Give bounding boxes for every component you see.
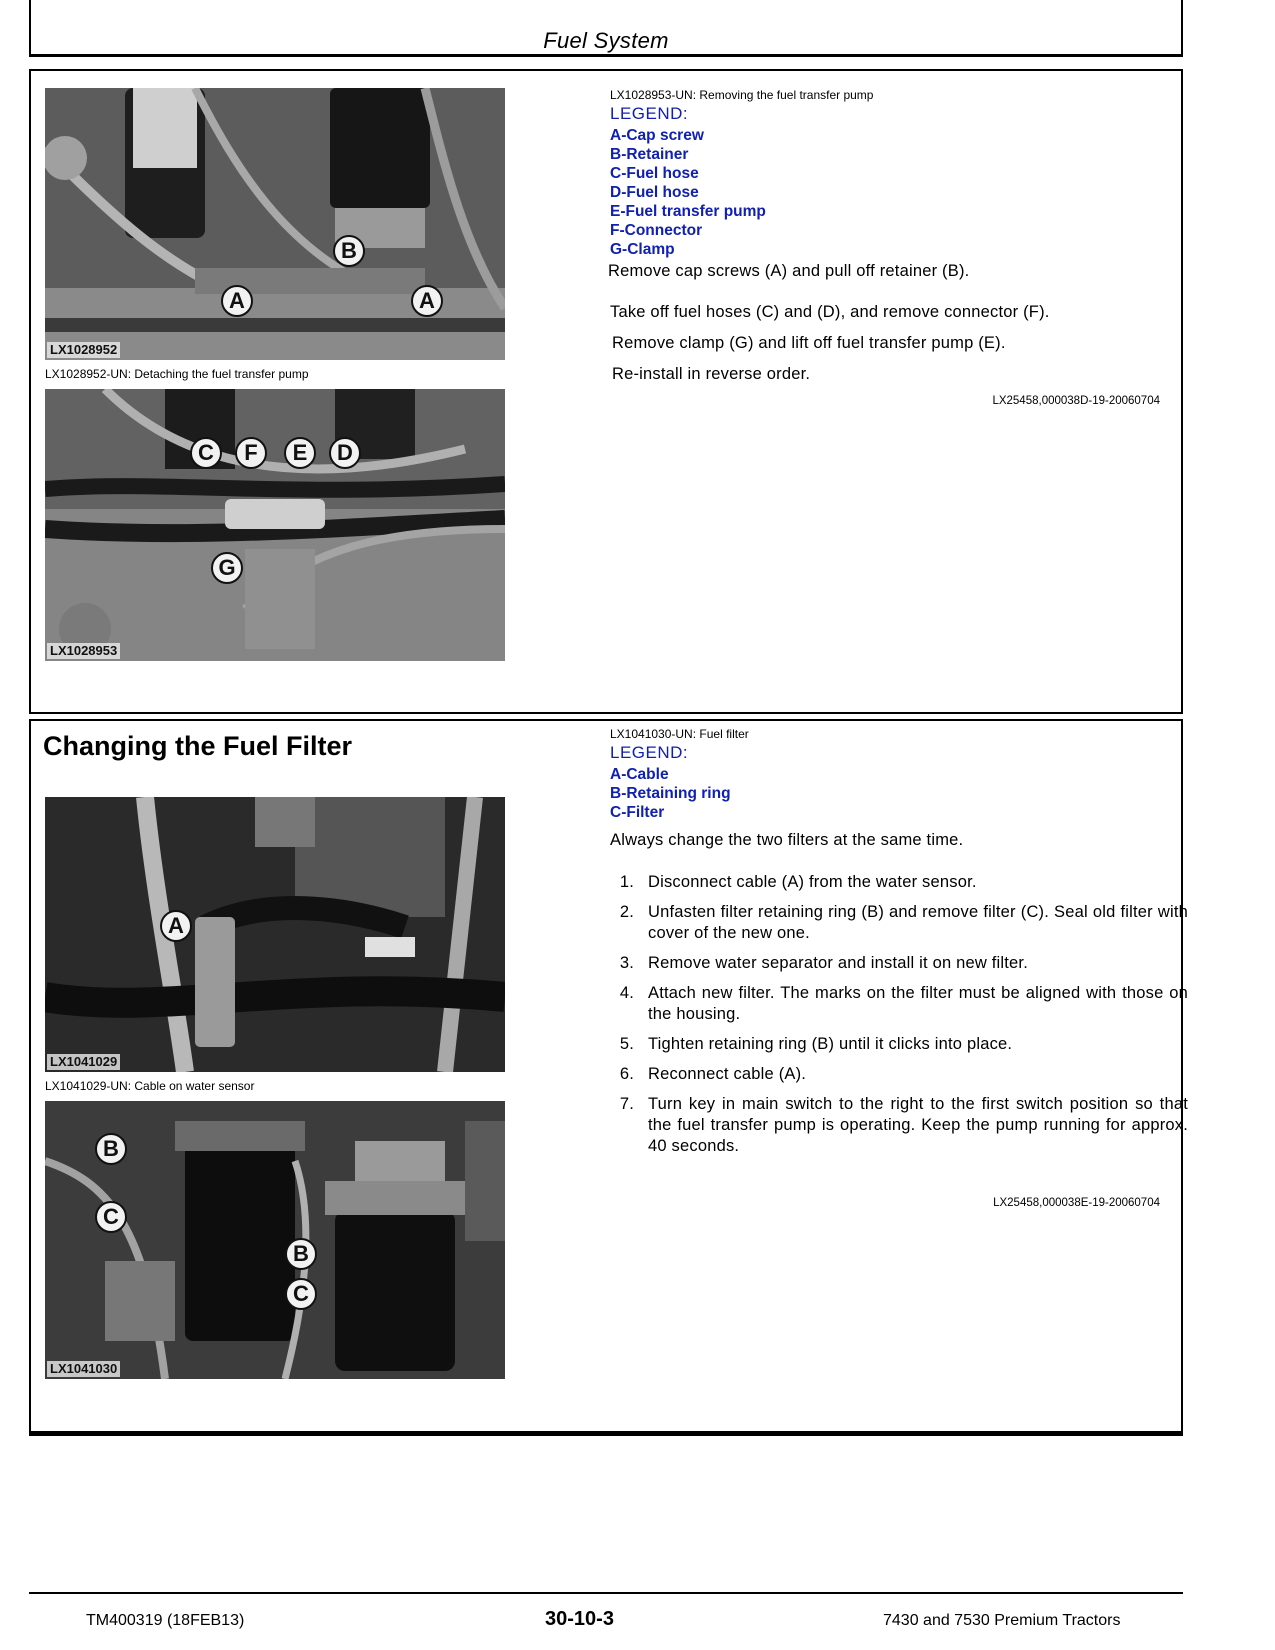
instruction-paragraph: Remove cap screws (A) and pull off retainer (B). <box>608 262 970 280</box>
reference-id: LX25458,000038D-19-20060704 <box>992 395 1160 407</box>
photo-removing-pump-graphic <box>45 389 505 661</box>
photo-detaching-pump <box>45 88 505 360</box>
callout-a-right: A <box>411 285 443 317</box>
legend-list <box>610 765 731 822</box>
step-number: 1. <box>619 873 634 891</box>
callout-d: D <box>329 437 361 469</box>
photo-detaching-pump-graphic <box>45 88 505 360</box>
legend-item: B-Retaining ring <box>610 785 731 802</box>
step-text: Tighten retaining ring (B) until it clicks into place. <box>648 1035 1013 1053</box>
instruction-paragraph: Re-install in reverse order. <box>612 365 811 383</box>
step-text: Reconnect cable (A). <box>648 1065 807 1083</box>
step-number: 3. <box>619 954 634 972</box>
callout-a-left: A <box>221 285 253 317</box>
callout-c: C <box>190 437 222 469</box>
photo-id-label: LX1028953 <box>47 643 120 659</box>
step-number: 5. <box>619 1035 634 1053</box>
callout-g: G <box>211 552 243 584</box>
callout-b-left: B <box>95 1133 127 1165</box>
step-text: Turn key in main switch to the right to the first switch position so that the fuel transfer pump is operating. Keep the pump running for approx. 40 seconds. <box>648 1095 1188 1155</box>
section-bottom-rule <box>29 1432 1183 1436</box>
steps-list <box>610 872 1188 1172</box>
legend-item: B-Retainer <box>610 146 689 163</box>
footer-rule <box>29 1592 1183 1594</box>
callout-f: F <box>235 437 267 469</box>
intro-paragraph: Always change the two filters at the same time. <box>610 831 964 849</box>
step-number: 4. <box>619 984 634 1002</box>
legend-item: E-Fuel transfer pump <box>610 203 766 220</box>
photo-id-label: LX1041029 <box>47 1054 120 1070</box>
legend-caption: LX1028953-UN: Removing the fuel transfer pump <box>610 88 874 102</box>
legend-item: C-Fuel hose <box>610 165 699 182</box>
reference-id: LX25458,000038E-19-20060704 <box>993 1197 1160 1209</box>
photo-fuel-filter <box>45 1101 505 1379</box>
photo-cable-water-sensor-graphic <box>45 797 505 1072</box>
legend-title: LEGEND: <box>610 104 689 123</box>
photo-caption: LX1041029-UN: Cable on water sensor <box>45 1079 255 1093</box>
callout-e: E <box>284 437 316 469</box>
callout-a: A <box>160 910 192 942</box>
step-number: 7. <box>619 1095 634 1113</box>
legend-title: LEGEND: <box>610 743 689 762</box>
callout-b: B <box>333 235 365 267</box>
callout-c-right: C <box>285 1278 317 1310</box>
step-text: Unfasten filter retaining ring (B) and remove filter (C). Seal old filter with cover of the new one. <box>648 903 1188 942</box>
page-header-title: Fuel System <box>543 28 669 53</box>
step-number: 2. <box>619 903 634 921</box>
photo-caption: LX1028952-UN: Detaching the fuel transfer pump <box>45 367 309 381</box>
step-number: 6. <box>619 1065 634 1083</box>
footer-product-name: 7430 and 7530 Premium Tractors <box>883 1612 1121 1629</box>
photo-removing-pump <box>45 389 505 661</box>
legend-item: A-Cable <box>610 766 669 783</box>
callout-c-left: C <box>95 1201 127 1233</box>
photo-cable-water-sensor <box>45 797 505 1072</box>
photo-id-label: LX1028952 <box>47 342 120 358</box>
legend-item: A-Cap screw <box>610 127 704 144</box>
photo-id-label: LX1041030 <box>47 1361 120 1377</box>
instruction-paragraph: Take off fuel hoses (C) and (D), and remove connector (F). <box>610 303 1050 321</box>
legend-caption: LX1041030-UN: Fuel filter <box>610 727 749 741</box>
step-text: Disconnect cable (A) from the water sensor. <box>648 873 977 891</box>
legend-item: D-Fuel hose <box>610 184 699 201</box>
legend-item: G-Clamp <box>610 241 675 258</box>
footer-doc-id: TM400319 (18FEB13) <box>86 1612 245 1629</box>
instruction-paragraph: Remove clamp (G) and lift off fuel transfer pump (E). <box>612 334 1006 352</box>
legend-list <box>610 126 766 259</box>
step-text: Attach new filter. The marks on the filter must be aligned with those on the housing. <box>648 984 1188 1023</box>
step-text: Remove water separator and install it on new filter. <box>648 954 1028 972</box>
legend-item: C-Filter <box>610 804 665 821</box>
footer-page-number: 30-10-3 <box>545 1608 614 1630</box>
legend-item: F-Connector <box>610 222 703 239</box>
callout-b-right: B <box>285 1238 317 1270</box>
section-title: Changing the Fuel Filter <box>43 731 352 761</box>
